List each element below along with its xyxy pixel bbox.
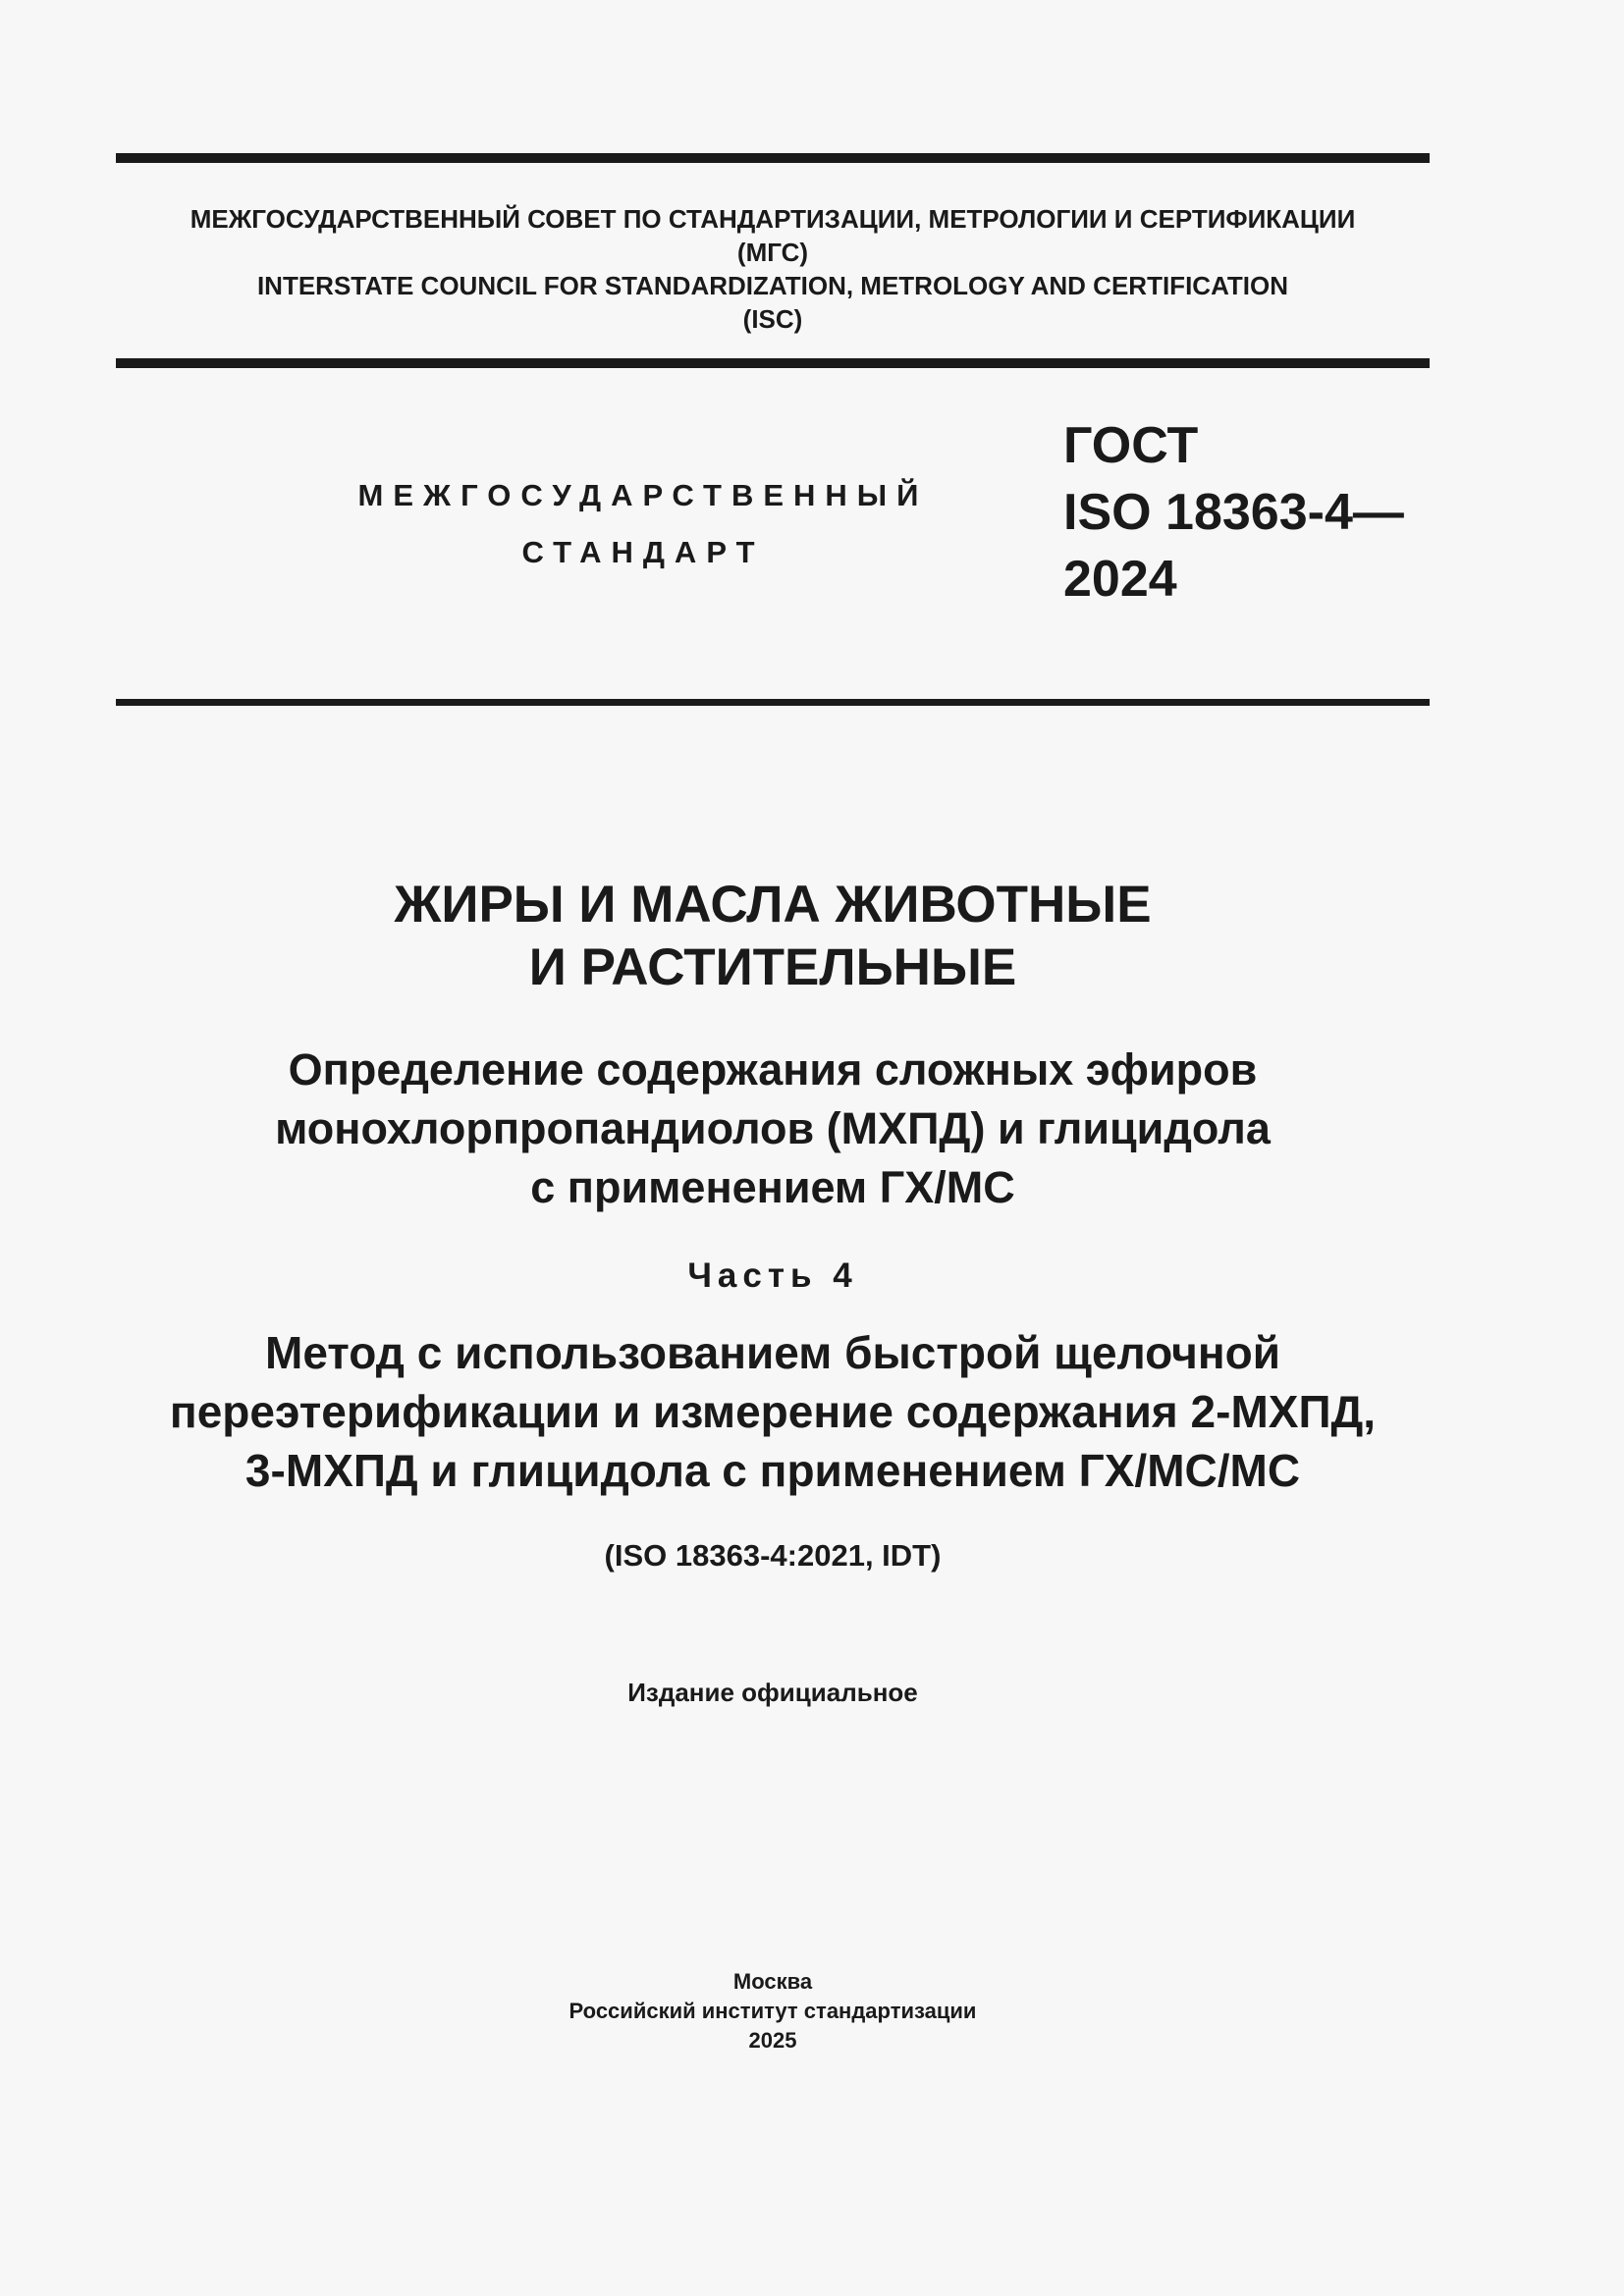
part-title	[98, 1323, 1447, 1500]
standard-type-line1: МЕЖГОСУДАРСТВЕННЫЙ	[357, 478, 929, 512]
part-title-line: 3-МХПД и глицидола с применением ГХ/МС/МС	[244, 1445, 1301, 1496]
imprint-year: 2025	[748, 2028, 797, 2053]
part-title-line: переэтерификации и измерение содержания 2-МХПД,	[169, 1386, 1377, 1437]
council-name-ru: МЕЖГОСУДАРСТВЕННЫЙ СОВЕТ ПО СТАНДАРТИЗАЦИИ, МЕТРОЛОГИИ И СЕРТИФИКАЦИИ	[189, 204, 1356, 234]
title-line: И РАСТИТЕЛЬНЫЕ	[528, 938, 1017, 996]
title-line: ЖИРЫ И МАСЛА ЖИВОТНЫЕ	[394, 876, 1152, 934]
imprint	[98, 1967, 1447, 2056]
part-label: Часть 4	[687, 1256, 858, 1295]
document-title	[98, 874, 1447, 999]
imprint-publisher: Российский институт стандартизации	[568, 1999, 977, 2023]
standard-type-label	[324, 467, 962, 581]
part-title-line: Метод с использованием быстрой щелочной	[265, 1327, 1280, 1378]
bottom-rule	[116, 699, 1430, 706]
standard-designation	[1063, 412, 1404, 613]
council-abbr-en: (ISC)	[742, 304, 803, 334]
council-abbr-ru: (МГС)	[736, 238, 809, 267]
designation-year: 2024	[1063, 551, 1177, 608]
designation-number: ISO 18363-4—	[1063, 484, 1404, 541]
document-subtitle	[98, 1041, 1447, 1217]
iso-reference: (ISO 18363-4:2021, IDT)	[604, 1538, 942, 1573]
standard-type-line2: СТАНДАРТ	[521, 535, 765, 569]
subtitle-line: с применением ГХ/МС	[530, 1162, 1015, 1212]
council-header	[116, 202, 1430, 336]
top-rule	[116, 153, 1430, 163]
subtitle-line: Определение содержания сложных эфиров	[288, 1044, 1258, 1095]
imprint-city: Москва	[732, 1969, 813, 1994]
designation-prefix: ГОСТ	[1063, 417, 1199, 474]
middle-rule	[116, 358, 1430, 368]
council-name-en: INTERSTATE COUNCIL FOR STANDARDIZATION, METROLOGY AND CERTIFICATION	[256, 271, 1289, 300]
edition-label: Издание официальное	[627, 1678, 918, 1707]
subtitle-line: монохлорпропандиолов (МХПД) и глицидола	[275, 1103, 1271, 1153]
